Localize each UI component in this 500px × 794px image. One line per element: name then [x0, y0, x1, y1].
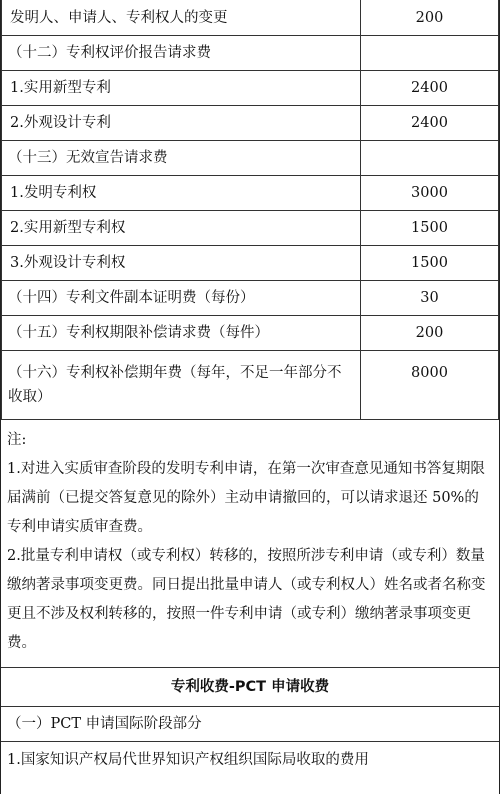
fee-row-amount: 2400: [361, 71, 499, 106]
fee-row-amount: 30: [361, 281, 499, 316]
fee-row-amount: 200: [361, 0, 499, 36]
fee-section-label: （十三）无效宣告请求费: [2, 141, 361, 176]
fee-row-amount: [361, 36, 499, 71]
fee-table: [1, 0, 499, 420]
fee-section-label: （十五）专利权期限补偿请求费（每件）: [2, 316, 361, 351]
fee-row: [2, 0, 499, 36]
fee-section-row: [2, 36, 499, 71]
fee-row: [2, 211, 499, 246]
fee-row-label: 发明人、申请人、专利权人的变更: [2, 0, 361, 36]
fee-row: [2, 106, 499, 141]
fee-section-label: （十二）专利权评价报告请求费: [2, 36, 361, 71]
notes-block: [1, 420, 499, 668]
fee-row-label: 2.实用新型专利权: [2, 211, 361, 246]
note-item: 2.批量专利申请权（或专利权）转移的，按照所涉专利申请（或专利）数量缴纳著录事项变更费。同日提出批量申请人（或专利权人）姓名或者名称变更且不涉及权利转移的，按照一件专利申请（或专利）缴纳著录事项变更费。: [7, 548, 486, 651]
fee-row: [2, 71, 499, 106]
fee-row-label: 2.外观设计专利: [2, 106, 361, 141]
fee-section-label: （十六）专利权补偿期年费（每年，不足一年部分不收取）: [2, 351, 361, 420]
fee-section-label: （十四）专利文件副本证明费（每份）: [2, 281, 361, 316]
fee-row-amount: 2400: [361, 106, 499, 141]
notes-title: 注:: [7, 432, 27, 448]
fee-row-label: 1.实用新型专利: [2, 71, 361, 106]
fee-section-row: [2, 316, 499, 351]
fee-section-row: [2, 281, 499, 316]
fee-row: [2, 246, 499, 281]
fee-row-amount: 1500: [361, 246, 499, 281]
fee-row-amount: 200: [361, 316, 499, 351]
fee-row-amount: [361, 141, 499, 176]
fee-row-label: 1.发明专利权: [2, 176, 361, 211]
note-item: 1.对进入实质审查阶段的发明专利申请，在第一次审查意见通知书答复期限届满前（已提交答复意见的除外）主动申请撤回的，可以请求退还 50%的专利申请实质审查费。: [7, 461, 485, 535]
fee-row: [2, 176, 499, 211]
pct-fee-heading: 专利收费-PCT 申请收费: [1, 668, 499, 707]
fee-row-amount: 8000: [361, 351, 499, 420]
fee-section-row: [2, 351, 499, 420]
fee-row-amount: 3000: [361, 176, 499, 211]
pct-section-heading: （一）PCT 申请国际阶段部分: [1, 707, 499, 742]
fee-section-row: [2, 141, 499, 176]
fee-row-label: 3.外观设计专利权: [2, 246, 361, 281]
pct-first-item: 1.国家知识产权局代世界知识产权组织国际局收取的费用: [7, 752, 369, 768]
fee-row-amount: 1500: [361, 211, 499, 246]
